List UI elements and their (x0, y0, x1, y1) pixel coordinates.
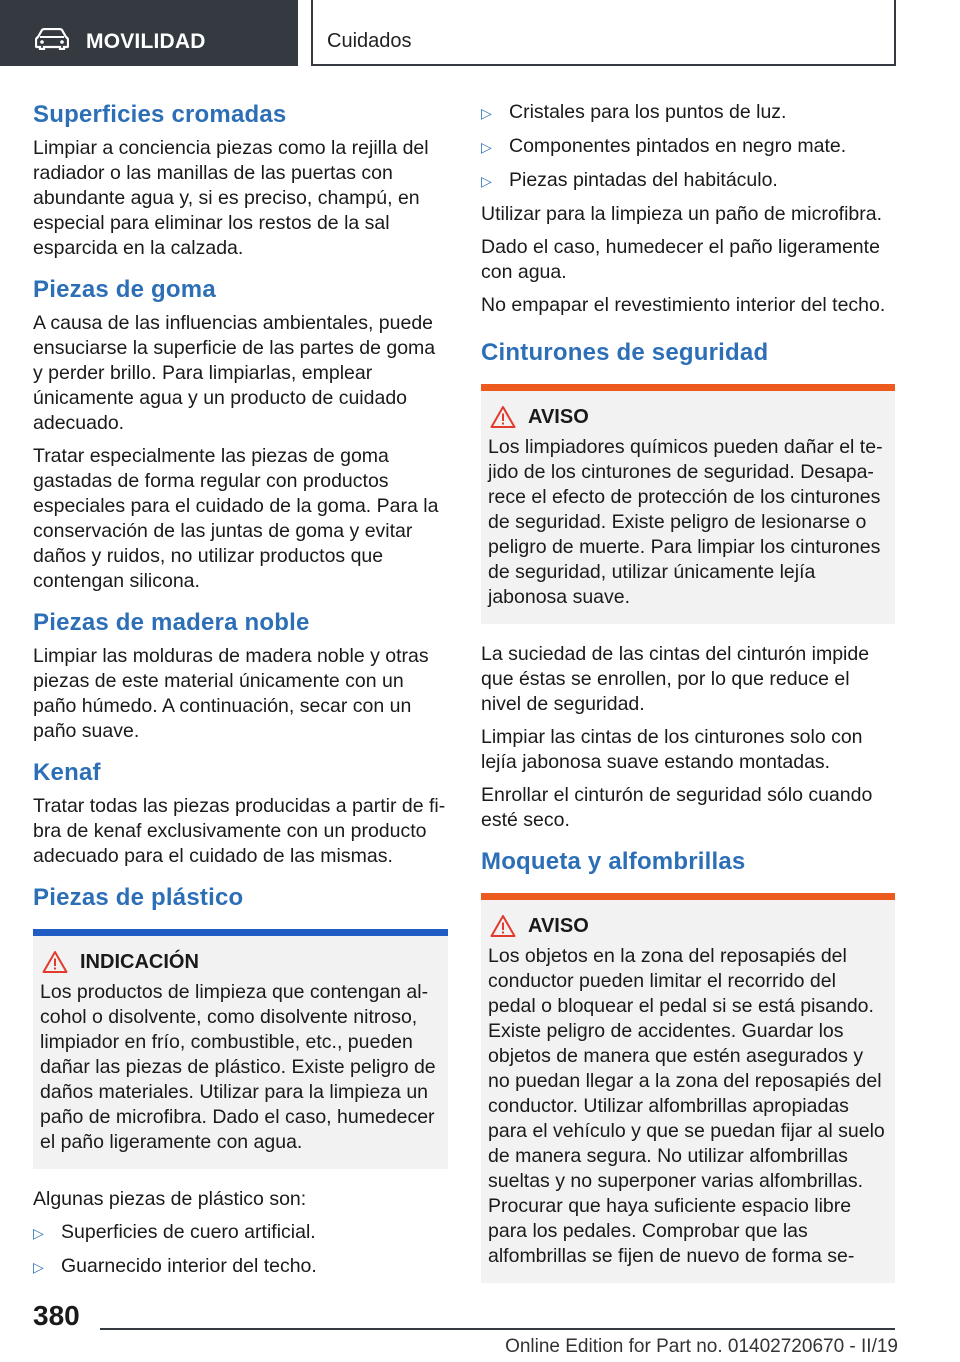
paragraph: Tratar todas las piezas producidas a partir de fibra de kenaf exclusivamente con un producto adecuado para el cuidado de las mismas. (33, 795, 446, 867)
notice-box (481, 384, 895, 624)
paragraph: Limpiar las molduras de madera noble y otras piezas de este material únicamente con un paño húmedo. A continuación, secar con un paño suave. (33, 645, 429, 742)
section-rubber (33, 275, 448, 594)
section-kenaf (33, 758, 448, 869)
list-item: ▷ Guarnecido interior del techo. (33, 1254, 448, 1280)
bullet-triangle-icon: ▷ (481, 139, 492, 155)
paragraph: Tratar especialmente las piezas de goma gastadas de forma regular con productos especiales para el cuidado de la goma. Para la conservación de las juntas de goma y evitar daños y ruidos, no utilizar productos que contengan silicona. (33, 445, 439, 592)
section-tab (0, 0, 298, 66)
notice-title: INDICACIÓN (80, 950, 199, 973)
notice-box (33, 929, 448, 1169)
paragraph: La suciedad de las cintas del cinturón impide que éstas se enrollen, por lo que reduce el nivel de seguridad. (481, 643, 870, 715)
section-title: Cinturones de seguridad (481, 339, 769, 366)
paragraph: A causa de las influencias ambientales, puede ensuciarse la superficie de las partes de goma y perder brillo. Para limpiarlas, emplear únicamente agua y un producto de cuidado adecuado. (33, 312, 436, 434)
paragraph: Dado el caso, humedecer el paño ligeramente con agua. (481, 236, 880, 283)
paragraph: Algunas piezas de plástico son: (33, 1188, 307, 1210)
notice-text: Los objetos en la zona del reposapiés del conductor pueden limitar el recorrido del pedal o bloquear el pedal si se está pisando. Existe peligro de accidentes. Guardar los objetos de manera que estén asegurados y no puedan llegar a la zona del reposapiés del conductor. Utilizar alfombrillas apropiadas para el vehículo y que se puedan fijar al suelo de manera segura. No utilizar alfombrillas sueltas y no superponer varias alfombrillas. Procurar que haya suficiente espacio libre para los pedales. Comprobar que las alfombrillas se fijen de nuevo de forma se- (488, 945, 885, 1267)
bullet-triangle-icon: ▷ (481, 173, 492, 189)
page-header (0, 0, 960, 66)
warning-triangle-icon (490, 914, 516, 938)
edition-note: Online Edition for Part no. 01402720670 - II/19 (505, 1336, 898, 1357)
notice-box (481, 893, 895, 1283)
paragraph: Limpiar a conciencia piezas como la rejilla del radiador o las manillas de las puertas con abundante agua y, si es preciso, champú, en especial para eliminar los restos de la sal esparcida en la calzada. (33, 137, 429, 259)
notice-text: Los limpiadores químicos pueden dañar el tejido de los cinturones de seguridad. Desaparece el efecto de protección de los cinturones de seguridad. Existe peligro de lesionarse o peligro de muerte. Para limpiar los cinturones de seguridad, utilizar únicamente lejía jabonosa suave. (488, 436, 883, 608)
notice-bar (33, 929, 448, 936)
section-plastic (33, 883, 448, 1280)
notice-text: Los productos de limpieza que contengan alcohol o disolvente, como disolvente nitroso, limpiador en frío, combustible, etc., pueden dañar las piezas de plástico. Existe peligro de daños materiales. Utilizar para la limpieza un paño de microfibra. Dado el caso, humedecer el paño ligeramente con agua. (40, 981, 436, 1153)
section-carpets (481, 847, 895, 1283)
topic-label: Cuidados (327, 30, 412, 52)
topic-tab (311, 0, 896, 66)
section-label: MOVILIDAD (86, 30, 206, 53)
notice-bar (481, 893, 895, 900)
warning-triangle-icon (42, 950, 68, 974)
notice-title: AVISO (528, 405, 589, 428)
right-column (481, 100, 895, 1301)
car-icon (35, 28, 69, 50)
list-item: ▷ Piezas pintadas del habitáculo. (481, 168, 895, 194)
bullet-triangle-icon: ▷ (33, 1259, 44, 1275)
list-item: ▷ Superficies de cuero artificial. (33, 1220, 448, 1246)
section-chrome (33, 100, 448, 261)
bullet-triangle-icon: ▷ (481, 105, 492, 121)
warning-triangle-icon (490, 405, 516, 429)
section-title: Kenaf (33, 759, 101, 786)
paragraph: Enrollar el cinturón de seguridad sólo cuando esté seco. (481, 784, 873, 831)
section-title: Superficies cromadas (33, 101, 287, 128)
section-title: Piezas de madera noble (33, 609, 310, 636)
bullet-triangle-icon: ▷ (33, 1225, 44, 1241)
section-title: Piezas de plástico (33, 884, 244, 911)
notice-title: AVISO (528, 914, 589, 937)
list-item: ▷ Componentes pintados en negro mate. (481, 134, 895, 160)
left-column (33, 100, 448, 1294)
notice-bar (481, 384, 895, 391)
paragraph: Limpiar las cintas de los cinturones solo con lejía jabonosa suave estando montadas. (481, 726, 863, 773)
footer-divider (100, 1328, 895, 1330)
paragraph: No empapar el revestimiento interior del techo. (481, 294, 886, 316)
paragraph: Utilizar para la limpieza un paño de microfibra. (481, 203, 883, 225)
section-wood (33, 608, 448, 744)
section-title: Piezas de goma (33, 276, 216, 303)
section-title: Moqueta y alfombrillas (481, 848, 746, 875)
page-number: 380 (33, 1300, 80, 1331)
list-item: ▷ Cristales para los puntos de luz. (481, 100, 895, 126)
section-seatbelts (481, 338, 895, 833)
